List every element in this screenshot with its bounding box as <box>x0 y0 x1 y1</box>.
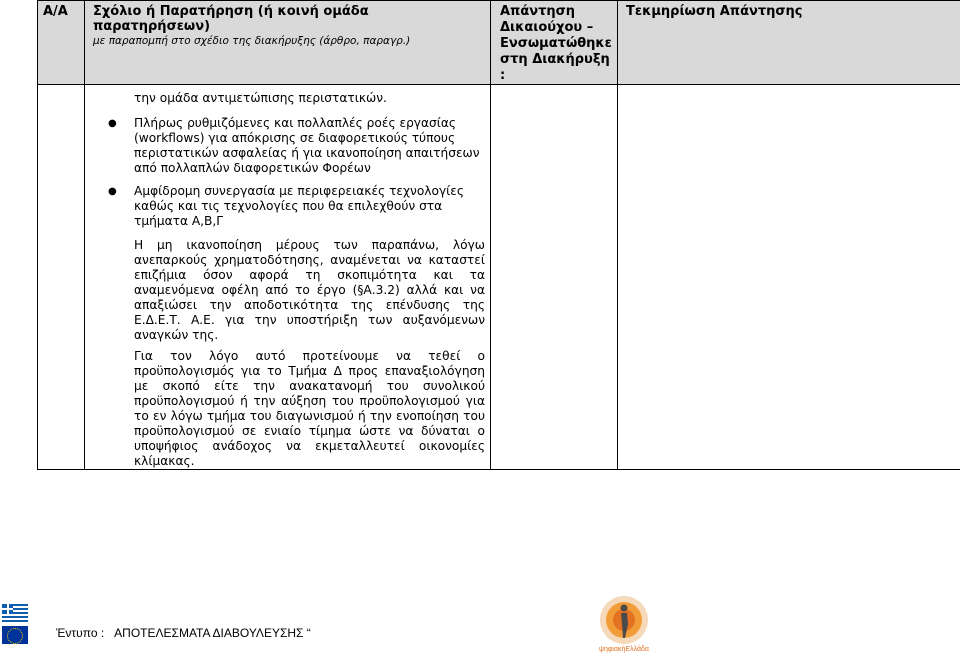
cell-index <box>38 85 85 470</box>
table-header-row <box>38 1 960 85</box>
list-item-text: Πλήρως ρυθμιζόμενες και πολλαπλές ροές εργασίας (workflows) για απόκρισης σε διαφορετικούς τύπους περιστατικών ασφαλείας ή για ικανοποίηση απαιτήσεων από πολλαπλών διαφορετικών Φορέων <box>134 116 480 175</box>
comment-intro: την ομάδα αντιμετώπισης περιστατικών. <box>134 91 387 105</box>
header-response: Απάντηση Δικαιούχου – Ενσωματώθηκε στη Διακήρυξη : <box>491 1 618 85</box>
footer-label-key: Έντυπο : <box>56 626 105 640</box>
footer-form-label <box>56 626 311 640</box>
header-index: Α/Α <box>38 1 85 85</box>
footer-label-value: ΑΠΟΤΕΛΕΣΜΑΤΑ ΔΙΑΒΟΥΛΕΥΣΗΣ “ <box>114 626 311 640</box>
header-comment-subtitle: με παραπομπή στο σχέδιο της διακήρυξης (άρθρο, παραγρ.) <box>93 35 411 47</box>
bullet-icon: ● <box>108 186 117 197</box>
logo-text: ψηφιακήΕλλάδα <box>599 646 649 653</box>
list-item <box>108 184 485 229</box>
eu-flag-icon <box>2 626 28 644</box>
cell-comment <box>85 85 491 470</box>
comment-paragraph: Η μη ικανοποίηση μέρους των παραπάνω, λόγω ανεπαρκούς χρηματοδότησης, αναμένεται να καταστεί επιζήμια όσον αφορά τη σκοπιμότητα και τα αναμενόμενα οφέλη από το έργο (§Α.3.2) αλλά και να απαξιώσει την αποδοτικότητα της επένδυσης της Ε.Δ.Ε.Τ. Α.Ε. για την υποστήριξη των αυξανόμενων αναγκών της. <box>134 238 485 342</box>
comment-bullet-list <box>108 116 485 229</box>
header-comment-title: Σχόλιο ή Παρατήρηση (ή κοινή ομάδα παρατηρήσεων) <box>93 4 369 34</box>
bullet-icon: ● <box>108 118 117 129</box>
cell-justification <box>618 85 960 470</box>
consultation-table <box>37 0 960 470</box>
list-item-text: Αμφίδρομη συνεργασία με περιφερειακές τεχνολογίες καθώς και τις τεχνολογίες που θα επιλεχθούν στα τμήματα Α,Β,Γ <box>134 184 465 228</box>
list-item <box>108 116 485 176</box>
comment-paragraph: Για τον λόγο αυτό προτείνουμε να τεθεί ο προϋπολογισμός για το Τμήμα Δ προς επαναξιολόγηση με σκοπό είτε την ανακατανομή του συνολικού προϋπολογισμού ή την αύξηση του προϋπολογισμού για το εν λόγω τμήμα του διαγωνισμού ή την ενοποίηση του προϋπολογισμού σε ενιαίο τίμημα ώστε να δύναται ο υποψήφιος ανάδοχος να εκμεταλλευτεί οικονομίες κλίμακας. <box>134 349 485 468</box>
header-comment <box>85 1 491 85</box>
comment-content <box>85 85 490 469</box>
table-row <box>38 85 960 470</box>
greek-flag-icon <box>2 604 28 622</box>
cell-response <box>491 85 618 470</box>
header-justification: Τεκμηρίωση Απάντησης <box>618 1 960 85</box>
